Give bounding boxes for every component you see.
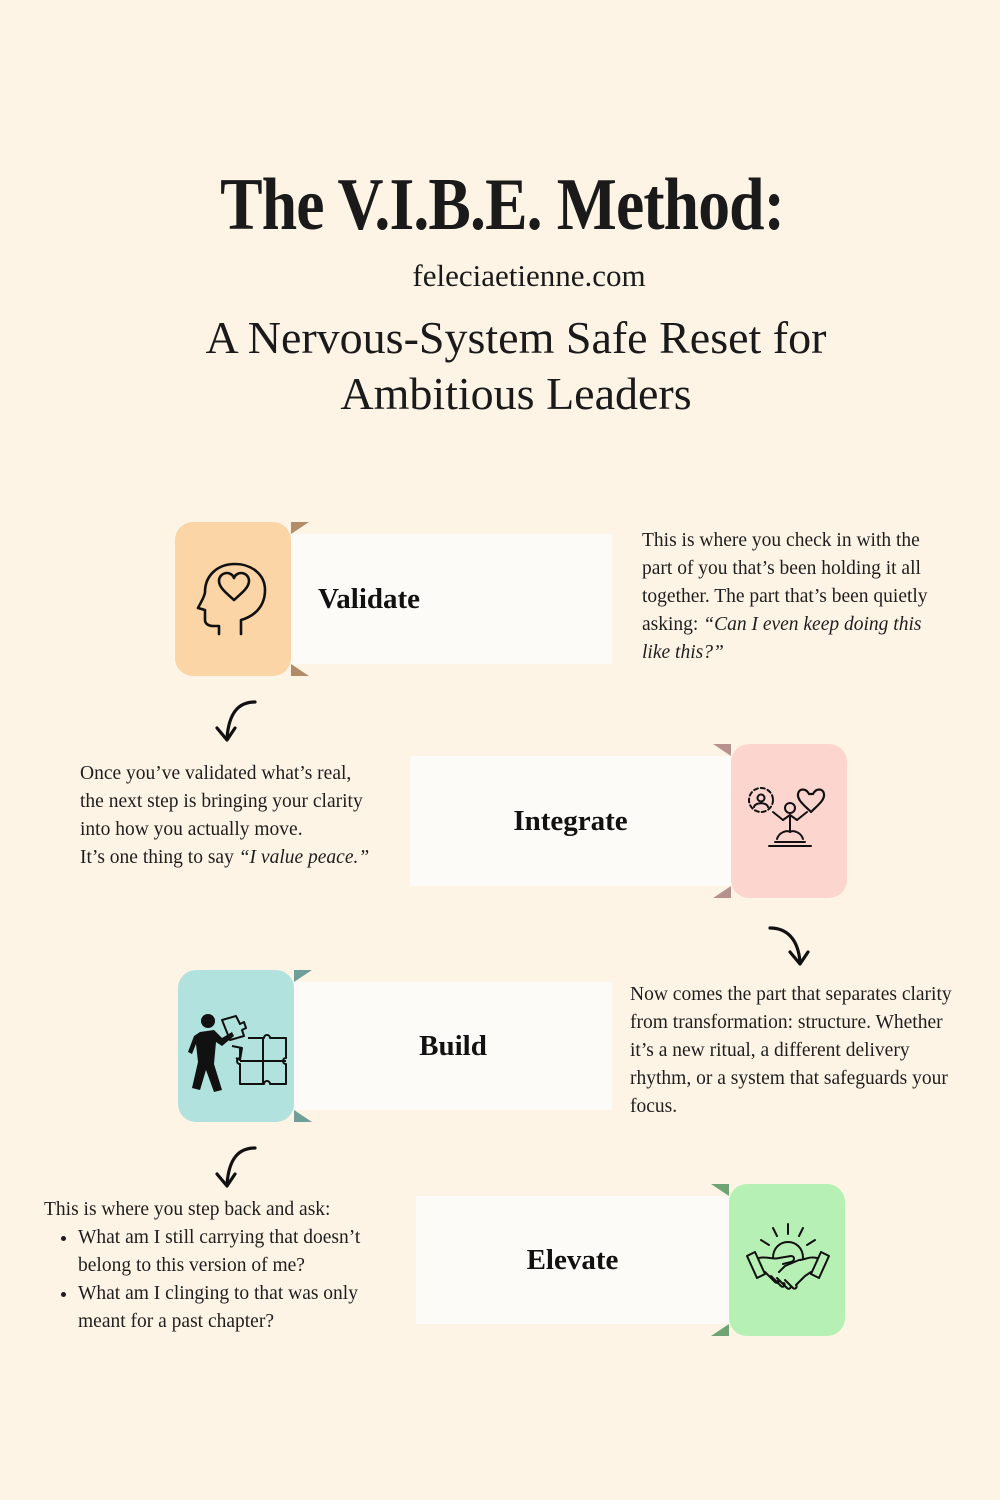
curved-arrow-icon [207,698,259,746]
fold-triangle [291,522,309,534]
step-build-label: Build [419,1029,487,1062]
fold-triangle [291,664,309,676]
step-build-description [630,981,970,1121]
step-validate-card [291,534,612,664]
step-build-icon-box [178,970,294,1122]
step-elevate-description [44,1196,404,1336]
meditation-balance-icon [743,784,837,854]
handshake-sun-icon [745,1220,831,1300]
step-elevate-label: Elevate [526,1243,619,1276]
subtitle-line-2: Ambitious Leaders [340,368,692,419]
question-item: • What am I still carrying that doesn’t belong to this version of me? [78,1224,404,1280]
step-integrate-description [80,760,410,872]
fold-triangle [713,886,731,898]
step-elevate-intro: This is where you step back and ask: [44,1199,331,1220]
page-subtitle [0,310,1000,422]
step-build-card [294,982,612,1110]
step-integrate-icon-box [731,744,847,898]
step-integrate-line-2: the next step is bringing your clarity [80,791,363,812]
head-heart-icon [195,560,273,638]
step-validate-label: Validate [318,582,421,615]
step-validate-text: This is where you check in with the part of you that’s been holding it all together. The part that’s been quietly asking: [642,530,928,635]
step-validate-quote: “Can I even keep doing this like this?” [642,614,922,663]
step-integrate-line-3: into how you actually move. [80,819,303,840]
step-elevate-icon-box [729,1184,845,1336]
page-title: The V.I.B.E. Method: [220,164,785,246]
subtitle-line-1: A Nervous-System Safe Reset for [205,312,827,363]
curved-arrow-icon [766,922,818,970]
fold-triangle [294,1110,312,1122]
step-build-text: Now comes the part that separates clarity from transformation: structure. Whether it’s a new ritual, a different delivery rhythm, or a system that safeguards your focus. [630,984,952,1117]
fold-triangle [711,1324,729,1336]
fold-triangle [711,1184,729,1196]
step-integrate-card [410,756,731,886]
step-validate-icon-box [175,522,291,676]
fold-triangle [713,744,731,756]
step-validate-description [642,527,942,667]
step-integrate-line-1: Once you’ve validated what’s real, [80,763,352,784]
curved-arrow-icon [207,1144,259,1192]
website-url: feleciaetienne.com [412,258,646,293]
step-elevate-questions [44,1224,404,1336]
step-integrate-quote: “I value peace.” [238,847,370,868]
puzzle-builder-icon [188,1012,288,1094]
question-item: • What am I clinging to that was only meant for a past chapter? [78,1280,404,1336]
step-integrate-label: Integrate [513,804,628,837]
step-integrate-line-4: It’s one thing to say [80,847,239,868]
step-elevate-card [416,1196,729,1324]
fold-triangle [294,970,312,982]
